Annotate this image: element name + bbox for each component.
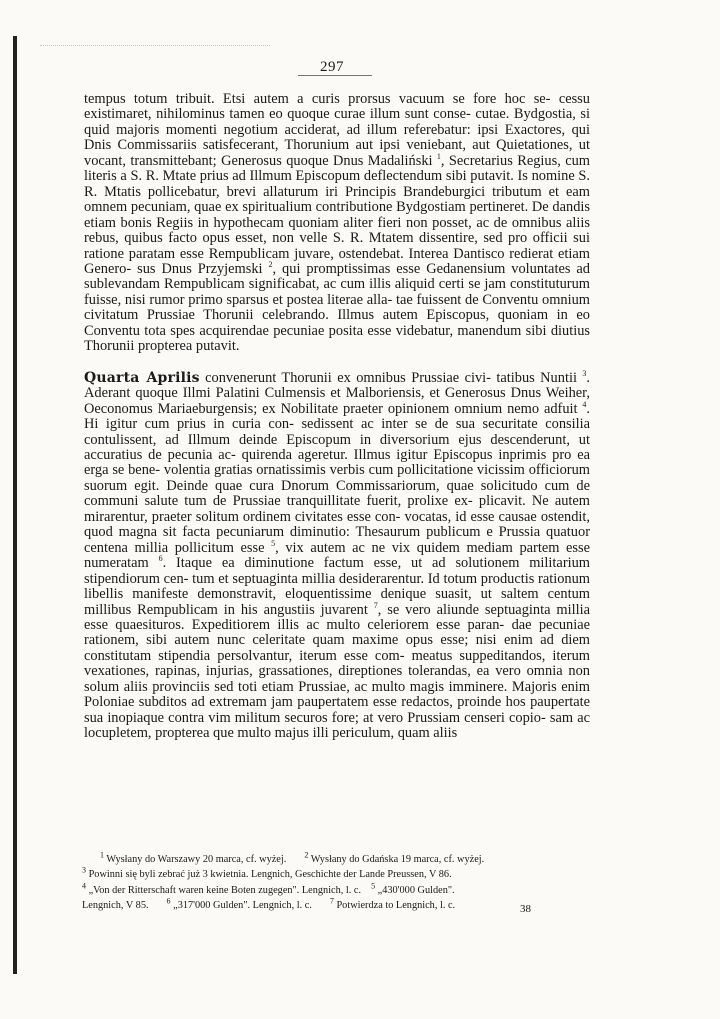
text-line: et Generosus Dnus Weiher, Oeconomus Mariaeburgensis; ex Nobilitate — [84, 385, 590, 417]
text-line: tatibus Nuntii — [496, 369, 583, 386]
text-line: ad sublevandam Rempublicam significabat, ac cum illis aliquid certi se — [84, 260, 590, 293]
footnote-number: 4 — [82, 881, 86, 891]
paragraph-1 — [84, 92, 590, 355]
footnote-number: 5 — [371, 881, 376, 891]
text-line: quirenda ageretur. Illmus igitur Episcopus inprimis pro ea erga se bene- — [84, 446, 590, 479]
text-line: Thesaurum publicum e Prussia quatuor centena millia pollicitum esse — [84, 524, 590, 556]
text-line: pecuniae posita esse videbatur, manendum sibi diutius Thorunii propterea — [84, 322, 590, 355]
text-line: manifeste demonstravit, eloquentissime denique suasit, ut saltem centum — [132, 586, 590, 603]
text-line: , Secretarius Regius, cum literis a S. R. Mtate — [84, 152, 590, 185]
text-line: sam ac locupletem, propterea que multo majus illi periculum, quam aliis — [84, 709, 590, 742]
text-line: volentia gratias ornatissimis verbis cum pollicitatione vicissim officiorum — [163, 462, 590, 479]
footnote-number: 3 — [82, 865, 86, 875]
text-line: millibus Rempublicam in his angustiis juvarent — [84, 601, 374, 618]
text-line: millia esse quaesituros. Expeditiorem illis ac multo celeriorem esse paran- — [84, 601, 590, 633]
text-line: ad extremam jam paupertatem esse redactos, proinde hos paupertate sua — [84, 694, 591, 726]
text-line: , qui promptissimas esse Gedanensium voluntates — [272, 260, 571, 277]
footnote-text: Powinni się byli zebrać już 3 kwietnia. Lengnich, Geschichte der Lande Preussen, V 86. — [88, 869, 452, 881]
footnote-number: 2 — [304, 850, 309, 860]
body-text — [84, 92, 590, 742]
footnote-ref-2[interactable]: 2 — [268, 260, 273, 270]
footnote-ref-6[interactable]: 6 — [158, 554, 163, 564]
footnotes — [82, 852, 596, 913]
text-line: vocatas, id esse causae ostendit, quod magna sit facta pecuniarum diminutio: — [84, 508, 590, 541]
text-line: cessu existimaret, nihilominus tamen eo quoque curae illum sunt conse- — [84, 91, 590, 123]
footnote-text: Lengnich, V 85. — [82, 899, 149, 911]
footnote-line — [82, 898, 596, 913]
text-line: tempus totum tribuit. Etsi autem a curis prorsus vacuum se fore hoc se- — [84, 91, 551, 107]
text-line: convenerunt Thorunii ex omnibus Prussiae civi- — [199, 369, 491, 386]
text-line: inopiaque contra vim militum securos fore; at vero Prussiam censeri copio- — [107, 709, 546, 726]
page-number-underline — [298, 75, 372, 76]
footnote-number: 7 — [329, 896, 334, 906]
footnote-number: 1 — [100, 850, 104, 860]
text-line: jam constituturum fuisse, nisi rumor primo sparsus et postea literae alla- — [84, 276, 590, 308]
footnote-number: 6 — [166, 896, 171, 906]
text-line: tae fuissent de Conventu omnium civitatum Prussiae Thorunii celebrando. — [84, 291, 590, 324]
footnote-text: Wysłany do Gdańska 19 marca, cf. wyżej. — [310, 854, 485, 865]
text-line: ea diminutione factum esse, ut ad solutionem militarium stipendiorum cen- — [84, 555, 590, 587]
text-line: aut ipsi veniebant, aut Quietationes, ut vocant, transmittebant; Generosus — [84, 137, 590, 169]
text-line: referebatur: ipsi Exactores, qui Dnis Commissariis satisfecerant, Thorunium — [84, 121, 590, 154]
text-line: Rempublicam juvare, ostendebat. Interea Dantisco redierat etiam Genero- — [84, 245, 590, 277]
text-line: praeter opinionem omnium nemo adfuit — [343, 400, 583, 417]
footnote-ref-5[interactable]: 5 — [271, 538, 276, 548]
date-heading: Quarta Aprilis — [84, 369, 200, 386]
text-line: prius ad Illmum Episcopum deflectendum sibi putavit. Is nomine S. R. — [84, 168, 590, 200]
footnote-text: „317'000 Gulden". Lengnich, l. c. — [173, 899, 312, 911]
footnote-line — [82, 852, 596, 867]
text-line: putavit. — [195, 338, 240, 355]
text-line: meatus suppeditandos, iterum vexationes, rapinas, injurias, grassationes, — [84, 647, 590, 680]
text-line: , se vero aliunde septuaginta — [377, 601, 551, 618]
text-line: . Itaque — [162, 555, 212, 572]
text-line: cum de communi salute tum de Prussiae tranquillitate fuerit, prolixe ex- — [84, 477, 590, 510]
footnote-ref-3[interactable]: 3 — [582, 368, 587, 378]
text-line: direptiones tolerandas, ea vero omnia non solum aliis provinciis sed toti — [84, 663, 590, 695]
text-line: tum et septuaginta millia desiderarentur. Id totum productis rationum libellis — [84, 570, 590, 603]
text-line: velle S. R. Mtatem dissentire, sed pro officii sui ratione paratam esse — [84, 230, 590, 262]
text-line: fieri non posset, ac de omnibus aliis rebus, quibus facto opus esset, non — [84, 214, 590, 247]
footnote-ref-1[interactable]: 1 — [436, 152, 441, 162]
text-line: plicavit. Ne autem mirarentur, praeter solitum ordinem civitates esse con- — [84, 493, 590, 525]
signature-mark: 38 — [520, 903, 531, 915]
text-line: sedissent ac inter se de sua securitate consilia contulissent, ad Illmum deinde — [84, 416, 590, 448]
text-line: sus Dnus Przyjemski — [137, 260, 269, 277]
text-line: suorum egit. Deinde quae cura Dnorum Commissariorum, quae solicitudo — [84, 477, 538, 494]
left-margin-rule — [13, 36, 17, 974]
footnote-ref-4[interactable]: 4 — [582, 399, 587, 409]
footnote-text: Potwierdza to Lengnich, l. c. — [336, 899, 456, 911]
text-line: etiam Prussiae, ac multo magis imminere. Majoris enim Poloniae subditos — [84, 678, 590, 711]
footnote-line — [82, 867, 596, 882]
text-line: pertineret. De dandis etiam bonis Regiis in hypothecam quoniam aliter — [84, 199, 591, 231]
text-line: nisi enim ad diem constitutam stipendia persolvantur, iterum esse com- — [84, 632, 590, 664]
text-line: , — [275, 539, 279, 556]
text-line: quoque Dnus Madaliński — [286, 152, 437, 169]
text-line: Episcopum in diversorium ejus descenderunt, ut accuratius de pecunia ac- — [84, 431, 590, 463]
footnote-text: „Von der Ritterschaft waren keine Boten zugegen". Lengnich, l. c. — [88, 884, 362, 896]
text-line: cutae. Bydgostia, si quid majoris momenti negotium acciderat, ad illum — [84, 106, 590, 138]
text-line: vix autem ac ne vix quidem mediam partem esse numeratam — [84, 539, 590, 572]
text-line: Mtatis pollicebatur, brevi allaturum iri Principis Brandeburgici tributum — [104, 183, 542, 200]
page-number: 297 — [320, 59, 344, 75]
footnote-text: Wysłany do Warszawy 20 marca, cf. wyżej. — [106, 854, 287, 865]
footnote-line — [82, 883, 596, 898]
text-line: et eam omnem pecuniam, quae ex spiritualium contributione Bydgostiam — [84, 183, 590, 216]
text-line: dae pecuniae rationem, sibi autem nunc celeritate quam maxime opus esse; — [84, 616, 590, 649]
footnote-text: „430'000 Gulden". — [377, 884, 455, 896]
paragraph-2 — [84, 368, 591, 742]
top-dotted-rule — [40, 45, 270, 46]
text-line: . Hi igitur cum prius in curia con- — [84, 400, 590, 433]
text-line: Illmus autem Episcopus, quoniam in eo Conventu tota spes acquirendae — [84, 307, 590, 339]
footnote-ref-7[interactable]: 7 — [373, 600, 378, 610]
text-line: . Aderant quoque Illmi Palatini Culmensis et Malboriensis, — [84, 369, 590, 402]
